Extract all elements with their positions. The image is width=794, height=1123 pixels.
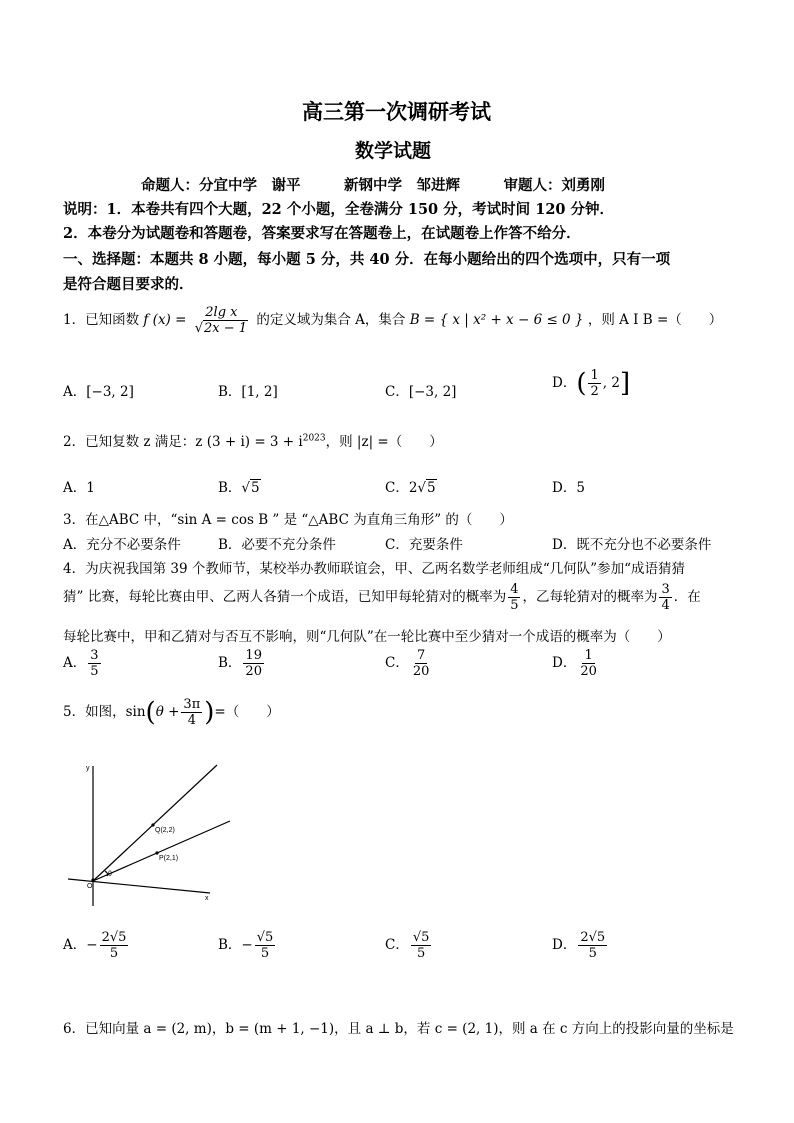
q5-a-num: 2√5 [101, 930, 127, 945]
q5-a-label: A．− [63, 937, 98, 953]
authors-line: 命题人：分宜中学 谢平 新钢中学 邹进辉 审题人：刘勇刚 [141, 177, 605, 194]
q5-b-frac [255, 930, 276, 961]
q2-text-a: 2．已知复数 z 满足：z (3 + i) = 3 + i [63, 434, 303, 450]
exam-subject: 数学试题 [355, 140, 432, 162]
q4-p2-den: 4 [661, 598, 670, 613]
note-1: 说明：1．本卷共有四个大题，22 个小题，全卷满分 150 分，考试时间 120 分钟． [63, 201, 615, 218]
q5-prefix: 5．如图，sin [63, 704, 146, 720]
q5-a-den: 5 [109, 946, 119, 961]
q4-b-num: 19 [245, 648, 262, 663]
q4-p2-num: 3 [661, 582, 670, 597]
q1-d-tail: , 2 [602, 375, 620, 391]
q4-c-den: 20 [412, 664, 430, 679]
exam-title: 高三第一次调研考试 [302, 99, 491, 124]
q2-b-value: 5 [251, 480, 260, 496]
note-2: 2．本卷分为试题卷和答题卷，答案要求写在答题卷上，在试题卷上作答不给分． [63, 225, 581, 242]
ray-oq [93, 765, 217, 881]
section-1-heading: 一、选择题：本题共 8 小题，每小题 5 分，共 40 分．在每小题给出的四个选项中，只有一项 [63, 251, 671, 268]
q2-b-label: B． [218, 480, 242, 496]
q5-theta: θ + [155, 704, 180, 720]
q1-fx: f (x) = [143, 312, 187, 328]
q4-p2 [659, 582, 671, 613]
q2-exponent: 2023 [302, 433, 326, 444]
q4-c-label: C． [385, 655, 409, 671]
question-1 [63, 305, 722, 336]
q5-d-label: D． [552, 937, 577, 953]
q4-d-frac [578, 648, 599, 679]
q4-a-num: 3 [90, 648, 99, 663]
q5-c-label: C． [385, 937, 409, 953]
question-4-line-2 [63, 582, 701, 613]
q2-c-value: 5 [427, 480, 436, 496]
q4-b-den: 20 [245, 664, 262, 679]
q1-den-radicand: 2x − 1 [204, 321, 248, 336]
question-5 [63, 697, 280, 728]
q5-c-frac [411, 930, 432, 961]
q3-option-d[interactable]: D．既不充分也不必要条件 [552, 537, 712, 553]
q1-option-a[interactable] [63, 380, 134, 400]
q4-option-a[interactable] [63, 648, 103, 679]
q2-option-b[interactable]: B．√5 [218, 480, 260, 496]
q3-option-a[interactable]: A．充分不必要条件 [63, 537, 181, 553]
q5-suffix: =（ ） [214, 704, 280, 720]
q1-a-label: A． [63, 384, 87, 400]
q5-d-num: 2√5 [580, 930, 606, 945]
q4-a-label: A． [63, 655, 87, 671]
q1-prefix: 1．已知函数 [63, 312, 140, 328]
q1-c-value: [−3, 2] [408, 384, 457, 400]
q5-frac [181, 697, 202, 728]
q2-option-d[interactable]: D．5 [552, 480, 585, 496]
q5-option-c[interactable] [385, 930, 433, 961]
label-y: y [86, 765, 90, 772]
q4-line2a: 猜” 比赛，每轮比赛由甲、乙两人各猜一个成语，已知甲每轮猜对的概率为 [63, 589, 507, 605]
q2-c-label: C．2 [385, 480, 418, 496]
q1-middle: 的定义域为集合 A，集合 [256, 312, 406, 328]
q1-option-b[interactable] [218, 380, 278, 400]
q4-b-frac [243, 648, 264, 679]
q4-a-den: 5 [90, 664, 99, 679]
q1-d-den: 2 [590, 384, 599, 399]
q1-d-label: D． [552, 375, 577, 391]
q4-d-num: 1 [584, 648, 593, 663]
label-o: O [87, 883, 93, 890]
q4-p1 [508, 582, 520, 613]
label-x: x [205, 895, 209, 902]
q5-a-frac [100, 930, 129, 961]
q5-b-num: √5 [256, 930, 274, 945]
point-o [91, 878, 94, 881]
q3-option-c[interactable]: C．充要条件 [385, 537, 463, 553]
q1-d-open: ( [576, 368, 587, 399]
q4-line2b: ，乙每轮猜对的概率为 [522, 589, 658, 605]
question-4-line-1: 4．为庆祝我国第 39 个教师节，某校举办教师联谊会，甲、乙两名数学老师组成“几何队”参加“成语猜猜 [63, 561, 686, 577]
q2-option-a[interactable]: A．1 [63, 480, 95, 496]
q1-d-close: ] [619, 368, 631, 399]
question-3: 3．在△ABC 中，“sin A = cos B ” 是 “△ABC 为直角三角形” 的（ ） [63, 512, 513, 528]
q4-p1-num: 4 [510, 582, 519, 597]
q1-option-c[interactable] [385, 380, 456, 400]
q4-p1-den: 5 [510, 598, 519, 613]
q5-den: 4 [187, 713, 196, 728]
q2-option-c[interactable]: C．2√5 [385, 480, 436, 496]
q4-c-frac [411, 648, 432, 679]
q5-option-d[interactable] [552, 930, 609, 961]
question-6: 6．已知向量 a = (2, m)，b = (m + 1, −1)，且 a ⊥ b，若 c = (2, 1)，则 a 在 c 方向上的投影向量的坐标是 [63, 1021, 734, 1037]
q5-b-den: 5 [260, 946, 270, 961]
q1-c-label: C． [385, 384, 409, 400]
q4-option-d[interactable] [552, 648, 601, 679]
q4-option-b[interactable] [218, 648, 266, 679]
q4-line2c: ．在 [673, 589, 701, 605]
q5-close: ) [204, 697, 215, 728]
section-1-heading-cont: 是符合题目要求的． [63, 276, 194, 293]
q5-c-num: √5 [412, 930, 430, 945]
question-2 [63, 430, 443, 450]
label-q: Q(2,2) [155, 827, 175, 834]
q1-option-d[interactable] [552, 368, 630, 399]
q5-b-label: B．− [218, 937, 253, 953]
question-4-line-3: 每轮比赛中，甲和乙猜对与否互不影响，则“几何队”在一轮比赛中至少猜对一个成语的概率为（ ） [63, 629, 671, 645]
q5-d-den: 5 [588, 946, 597, 961]
q4-d-den: 20 [580, 664, 597, 679]
q5-open: ( [145, 697, 156, 728]
q4-b-label: B． [218, 655, 242, 671]
q4-c-num: 7 [416, 648, 426, 663]
q1-b-value: [1, 2] [241, 384, 278, 400]
label-theta: θ [108, 871, 112, 878]
q3-option-b[interactable]: B．必要不充分条件 [218, 537, 336, 553]
q1-suffix: ，则 A I B =（ ） [587, 312, 723, 328]
q2-text-b: ，则 |z| =（ ） [325, 434, 443, 450]
q5-option-b[interactable] [218, 930, 277, 961]
q1-num: 2lg x [205, 305, 238, 320]
q5-num: 3π [183, 697, 201, 712]
q4-a-frac [88, 648, 100, 679]
q4-option-c[interactable] [385, 648, 433, 679]
q5-figure [60, 758, 250, 913]
q1-d-num: 1 [590, 368, 599, 383]
label-p: P(2,1) [159, 855, 179, 862]
q1-a-value: [−3, 2] [86, 384, 134, 400]
q5-c-den: 5 [416, 946, 426, 961]
q1-b-label: B． [218, 384, 242, 400]
q5-option-a[interactable] [63, 930, 130, 961]
q1-fraction [193, 305, 250, 336]
q5-d-frac [578, 930, 607, 961]
q1-den: √2x − 1 [194, 321, 248, 336]
q4-d-label: D． [552, 655, 577, 671]
q1-setB: B = { x | x² + x − 6 ≤ 0 } [409, 312, 584, 328]
q1-d-frac [588, 368, 600, 399]
